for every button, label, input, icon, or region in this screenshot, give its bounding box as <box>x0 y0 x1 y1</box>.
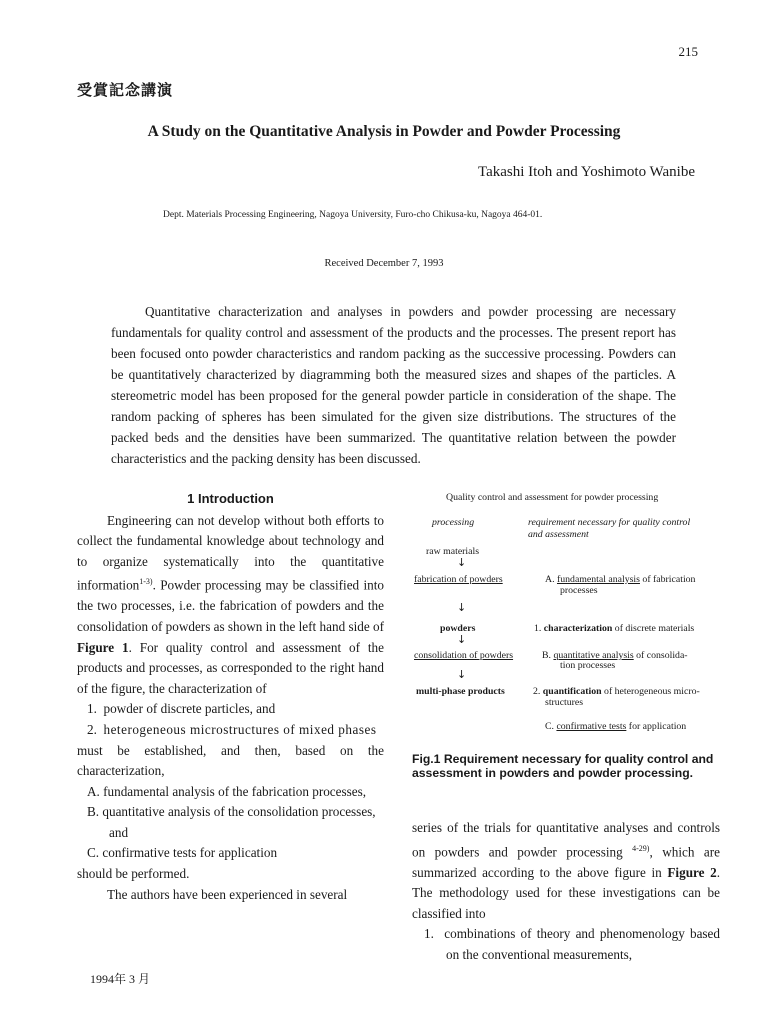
paper-title: A Study on the Quantitative Analysis in Powder and Powder Processing <box>147 123 621 140</box>
list-item <box>77 720 384 741</box>
page-number: 215 <box>678 44 698 59</box>
text-span: C. <box>545 721 557 732</box>
list-letter: B. <box>87 804 100 820</box>
citation: 4-29) <box>632 843 650 853</box>
down-arrow-icon: ↓ <box>457 668 467 681</box>
figure-column-header-processing: processing <box>432 517 475 528</box>
figure-column-header-requirement: requirement necessary for quality control <box>528 517 691 528</box>
text-span: confirmative tests <box>556 721 627 732</box>
list-item <box>77 699 384 720</box>
down-arrow-icon: ↓ <box>457 633 467 646</box>
figure-requirement-2 <box>533 686 700 697</box>
list-letter: C. <box>87 845 100 861</box>
intro-paragraph-3: should be performed. <box>77 866 190 882</box>
figure-title: Quality control and assessment for powder processing <box>446 492 659 503</box>
text-span: quantification <box>542 686 602 697</box>
list-number: 2. <box>87 721 97 737</box>
text-span: A. <box>545 574 557 585</box>
section-heading-japanese: 受賞記念講演 <box>77 81 174 99</box>
intro-paragraph-4: The authors have been experienced in several <box>107 886 348 902</box>
figure-node-consolidation: consolidation of powders <box>414 650 514 661</box>
down-arrow-icon: ↓ <box>457 556 467 569</box>
list-text: powder of discrete particles, and <box>103 701 276 717</box>
text-span: B. <box>542 650 554 661</box>
text-span: of heterogeneous micro- <box>601 686 700 697</box>
list-item <box>412 924 720 965</box>
figure-reference: Figure 1 <box>77 639 129 655</box>
figure-requirement-a <box>545 574 695 585</box>
text-span: of discrete materials <box>612 623 695 634</box>
figure-column-header-requirement-line2: and assessment <box>528 529 589 540</box>
abstract: Quantitative characterization and analyses in powders and powder processing are necessary fundamentals for quality control and assessment of the products and the processes. The present report has been focused onto powder characteristics and random packing as the successive processing. Powders can be quantitatively characterized by diagramming both the measured sizes and shapes of the particles. A stereometric model has been proposed for the general powder particle in consideration of the shape. The random packing of spheres has been simulated for the given size distributions. The structures of the packed beds and the densities have been summarized. The quantitative relation between the powder characteristics and the packing density has been discussed. <box>111 304 676 466</box>
citation: 1-3) <box>139 577 153 587</box>
text-span: characterization <box>543 623 613 634</box>
text-span: Engineering can not develop without both efforts to collect the fundamental knowledge about technology and to organize systematically into the quantitative information <box>77 512 384 593</box>
list-letter: A. <box>87 783 100 799</box>
figure-reference: Figure 2 <box>667 864 717 880</box>
figure-node-multiphase: multi-phase products <box>416 686 505 697</box>
section-heading-introduction: 1 Introduction <box>187 491 274 506</box>
text-span: , which are summarized according to the above figure in <box>412 843 720 880</box>
text-span: 1. <box>534 623 544 634</box>
text-span: quantitative analysis <box>553 650 634 661</box>
figure-node-powders: powders <box>440 623 476 634</box>
left-column <box>77 489 384 905</box>
figure-caption: Fig.1 Requirement necessary for quality control and assessment in powders and powder processing. <box>412 752 714 780</box>
text-span: . The methodology used for these investigations can be classified into <box>412 864 720 921</box>
text-span: series of the trials for quantitative analyses and controls on powders and powder processing <box>412 820 720 859</box>
figure-node-raw-materials: raw materials <box>426 546 480 557</box>
list-item <box>77 843 384 864</box>
list-number: 1. <box>424 926 434 942</box>
list-text: combinations of theory and phenomenology based on the conventional measurements, <box>444 926 721 962</box>
list-item <box>77 782 384 803</box>
figure-requirement-2-line2: structures <box>545 697 584 708</box>
text-span: for application <box>626 721 687 732</box>
list-text: confirmative tests for application <box>102 845 278 861</box>
text-span: of consolida- <box>633 650 688 661</box>
figure-node-fabrication: fabrication of powders <box>414 574 503 585</box>
down-arrow-icon: ↓ <box>457 601 467 614</box>
list-text: quantitative analysis of the consolidation processes, and <box>102 804 376 840</box>
footer-date: 1994年 3 月 <box>90 972 151 986</box>
figure-requirement-c <box>545 721 686 732</box>
list-number: 1. <box>87 701 97 717</box>
text-span: . Powder processing may be classified into the two processes, i.e. the fabrication of powders and the consolidation of powders as shown in the left hand side of <box>77 577 384 634</box>
list-text: fundamental analysis of the fabrication processes, <box>103 783 367 799</box>
intro-paragraph-1 <box>77 511 384 700</box>
text-span: of fabrication <box>639 574 696 585</box>
authors: Takashi Itoh and Yoshimoto Wanibe <box>477 164 695 180</box>
right-paragraph-1 <box>412 818 720 924</box>
affiliation: Dept. Materials Processing Engineering, Nagoya University, Furo-cho Chikusa-ku, Nagoya 464-01. <box>163 210 543 220</box>
text-span: . For quality control and assessment of the products and processes, as corresponded to the right hand of the figure, the characterization of <box>77 639 384 696</box>
intro-paragraph-2: must be established, and then, based on the characterization, <box>77 742 384 779</box>
figure-requirement-1 <box>534 623 694 634</box>
list-text: heterogeneous microstructures of mixed phases <box>103 721 377 737</box>
right-column <box>412 818 720 966</box>
figure-requirement-b-line2: tion processes <box>560 660 616 671</box>
text-span: 2. <box>533 686 543 697</box>
figure-requirement-a-line2: processes <box>560 585 598 596</box>
received-date: Received December 7, 1993 <box>324 258 444 269</box>
text-span: fundamental analysis <box>556 574 640 585</box>
list-item <box>77 802 384 843</box>
